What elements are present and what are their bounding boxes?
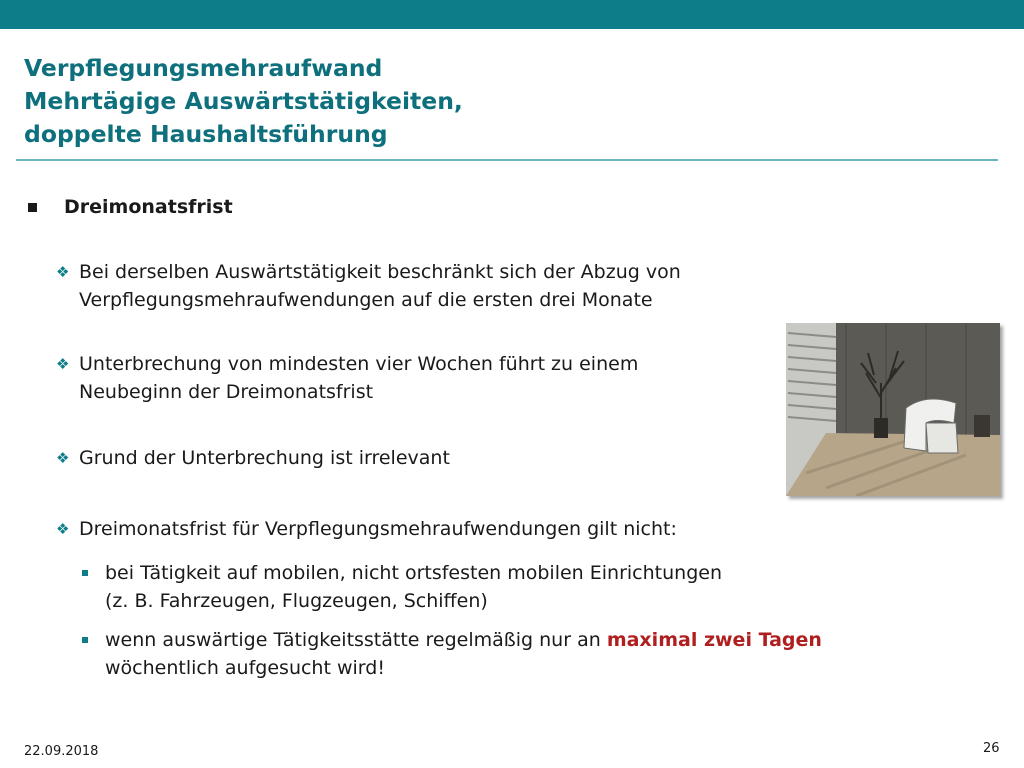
subpoint-1-line-1: bei Tätigkeit auf mobilen, nicht ortsfesten mobilen Einrichtungen xyxy=(105,562,722,584)
point-3-line-1: Grund der Unterbrechung ist irrelevant xyxy=(79,447,450,469)
small-square-bullet-icon xyxy=(82,570,88,576)
highlight-text: maximal zwei Tagen xyxy=(606,629,822,651)
subpoint-2-line-1 xyxy=(105,626,822,654)
small-square-bullet-icon xyxy=(82,637,88,643)
diamond-bullet-icon: ❖ xyxy=(56,263,70,281)
page-number: 26 xyxy=(983,741,1000,756)
footer-date: 22.09.2018 xyxy=(24,744,99,759)
title-line-3: doppelte Haushaltsführung xyxy=(24,120,388,148)
point-4-line-1: Dreimonatsfrist für Verpflegungsmehraufwendungen gilt nicht: xyxy=(79,518,677,540)
top-accent-bar xyxy=(0,0,1024,29)
diamond-bullet-icon: ❖ xyxy=(56,520,70,538)
main-bullet xyxy=(28,195,233,219)
room-illustration-image xyxy=(786,323,1000,496)
subpoint-1-line-2: (z. B. Fahrzeugen, Flugzeugen, Schiffen) xyxy=(105,590,488,612)
diamond-bullet-icon: ❖ xyxy=(56,449,70,467)
point-1-line-2: Verpflegungsmehraufwendungen auf die ersten drei Monate xyxy=(79,289,653,311)
title-line-2: Mehrtägige Auswärtstätigkeiten, xyxy=(24,87,463,115)
point-1-line-1: Bei derselben Auswärtstätigkeit beschränkt sich der Abzug von xyxy=(79,261,681,283)
main-bullet-text: Dreimonatsfrist xyxy=(64,196,233,218)
subpoint-2-text: wenn auswärtige Tätigkeitsstätte regelmäßig nur an xyxy=(105,629,607,651)
point-2-line-2: Neubeginn der Dreimonatsfrist xyxy=(79,381,374,403)
slide-title xyxy=(24,52,463,151)
title-line-1: Verpflegungsmehraufwand xyxy=(24,54,383,82)
title-divider xyxy=(16,159,998,161)
subpoint-2-line-2: wöchentlich aufgesucht wird! xyxy=(105,657,385,679)
diamond-bullet-icon: ❖ xyxy=(56,355,70,373)
square-bullet-icon xyxy=(28,203,37,212)
point-2-line-1: Unterbrechung von mindesten vier Wochen führt zu einem xyxy=(79,353,639,375)
